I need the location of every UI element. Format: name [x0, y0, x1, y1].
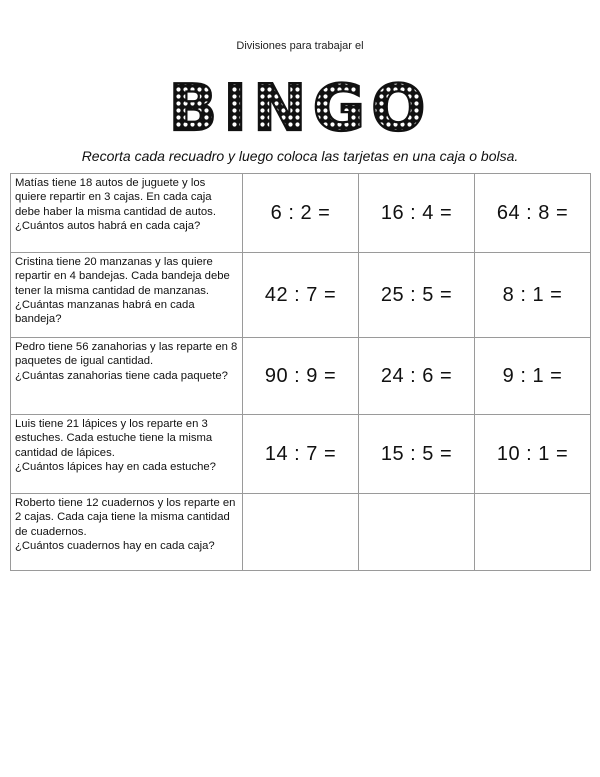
table-row: [11, 415, 591, 494]
division-card: 16 : 4 =: [359, 174, 475, 253]
division-card: 6 : 2 =: [243, 174, 359, 253]
word-problem-card: Matías tiene 18 autos de juguete y los quiere repartir en 3 cajas. En cada caja debe haber la misma cantidad de autos. ¿Cuántos autos habrá en cada caja?: [11, 174, 243, 253]
division-card: 9 : 1 =: [475, 338, 591, 415]
bingo-title-text: BINGO: [168, 72, 432, 146]
word-problem-card: Luis tiene 21 lápices y los reparte en 3 estuches. Cada estuche tiene la misma cantidad de lápices. ¿Cuántos lápices hay en cada estuche?: [11, 415, 243, 494]
table-row: [11, 494, 591, 571]
word-problem-card: Cristina tiene 20 manzanas y las quiere repartir en 4 bandejas. Cada bandeja debe tener la misma cantidad de manzanas. ¿Cuántas manzanas habrá en cada bandeja?: [11, 253, 243, 338]
table-row: [11, 174, 591, 253]
empty-card: [475, 494, 591, 571]
division-card: 24 : 6 =: [359, 338, 475, 415]
instructions-text: Recorta cada recuadro y luego coloca las tarjetas en una caja o bolsa.: [81, 148, 519, 164]
word-problem-card: Roberto tiene 12 cuadernos y los reparte en 2 cajas. Cada caja tiene la misma cantidad de cuadernos. ¿Cuántos cuadernos hay en cada caja?: [11, 494, 243, 571]
bingo-title-graphic: [168, 72, 432, 146]
empty-card: [359, 494, 475, 571]
division-card: 8 : 1 =: [475, 253, 591, 338]
table-row: [11, 338, 591, 415]
empty-card: [243, 494, 359, 571]
word-problem-card: Pedro tiene 56 zanahorias y las reparte en 8 paquetes de igual cantidad. ¿Cuántas zanahorias tiene cada paquete?: [11, 338, 243, 415]
division-card: 42 : 7 =: [243, 253, 359, 338]
bingo-cards-table: [10, 173, 591, 571]
table-row: [11, 253, 591, 338]
division-card: 25 : 5 =: [359, 253, 475, 338]
division-card: 15 : 5 =: [359, 415, 475, 494]
worksheet-subtitle: Divisiones para trabajar el: [236, 40, 364, 52]
bingo-title: [0, 72, 600, 146]
division-card: 14 : 7 =: [243, 415, 359, 494]
division-card: 90 : 9 =: [243, 338, 359, 415]
division-card: 64 : 8 =: [475, 174, 591, 253]
division-card: 10 : 1 =: [475, 415, 591, 494]
